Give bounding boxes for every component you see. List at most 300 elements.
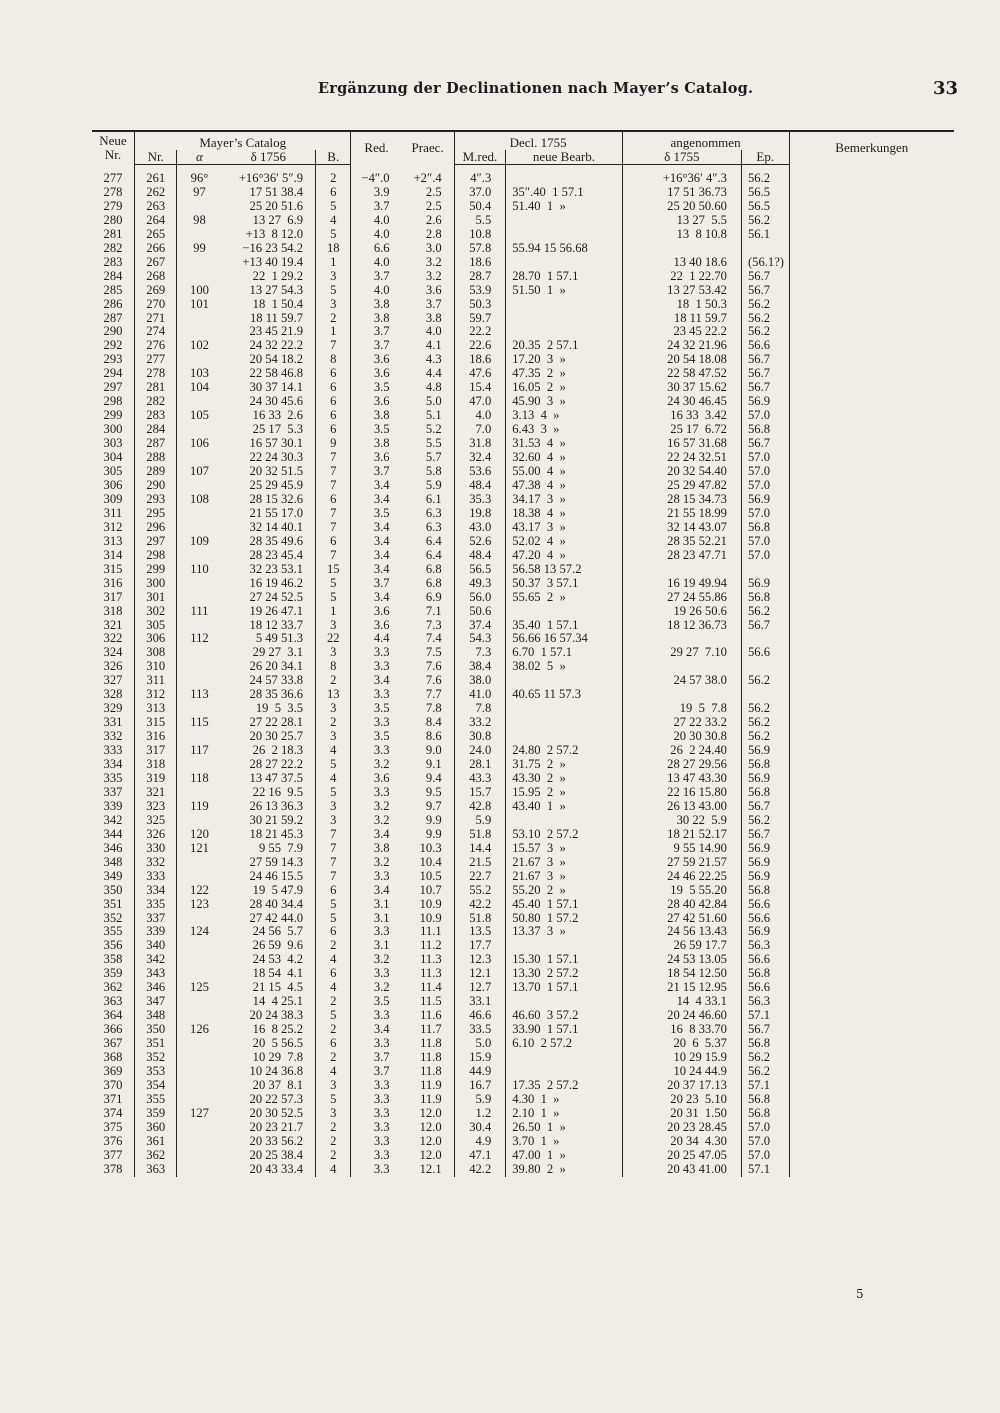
- alpha-cell: 118: [190, 771, 209, 785]
- mayer-nr-cell: 348: [134, 1009, 176, 1023]
- b-cell: 3: [316, 1107, 351, 1121]
- m-red-cell: 18.6: [454, 353, 506, 367]
- b-cell: 7: [316, 549, 351, 563]
- neue-nr-cell: 292: [92, 339, 134, 353]
- alpha-cell: 124: [190, 925, 209, 939]
- mayer-nr-cell: 325: [134, 814, 176, 828]
- declination-1756-cell: 19 5 3.5: [221, 702, 315, 716]
- neue-nr-cell: 294: [92, 367, 134, 381]
- neue-nr-cell: 290: [92, 325, 134, 339]
- ep-cell: 57.0: [741, 549, 789, 563]
- b-cell: 3: [316, 270, 351, 284]
- praec-cell: 11.9: [402, 1093, 455, 1107]
- angenommen-cell: 21 55 18.99: [622, 507, 741, 521]
- neue-nr-cell: 359: [92, 967, 134, 981]
- declination-1756-cell: +13 40 19.4: [221, 256, 315, 270]
- m-red-cell: 15.4: [454, 381, 506, 395]
- alpha-cell: [177, 1051, 222, 1065]
- angenommen-cell: 16 8 33.70: [622, 1023, 741, 1037]
- m-red-cell: 1.2: [454, 1107, 506, 1121]
- mayer-nr-cell: 330: [134, 842, 176, 856]
- praec-cell: 9.9: [402, 828, 455, 842]
- m-red-cell: 28.7: [454, 270, 506, 284]
- neue-bearb-cell: 43.30 2 »: [506, 772, 622, 786]
- col-header-delta-1755: δ 1755: [622, 150, 741, 165]
- ep-cell: [741, 242, 789, 256]
- b-cell: 2: [316, 1023, 351, 1037]
- neue-bearb-cell: 4.30 1 »: [506, 1093, 622, 1107]
- praec-cell: 11.6: [402, 1009, 455, 1023]
- ep-cell: 56.2: [741, 605, 789, 619]
- mayer-nr-cell: 297: [134, 535, 176, 549]
- m-red-cell: 22.7: [454, 870, 506, 884]
- bemerkungen-cell: [789, 507, 954, 521]
- b-cell: 4: [316, 214, 351, 228]
- alpha-cell: 103: [190, 367, 209, 381]
- declination-1756-cell: 20 5 56.5: [221, 1037, 315, 1051]
- declination-1756-cell: 28 27 22.2: [221, 758, 315, 772]
- red-cell: 3.8: [373, 311, 390, 325]
- m-red-cell: 51.8: [454, 912, 506, 926]
- declination-1756-cell: 9 55 7.9: [221, 842, 315, 856]
- mayer-nr-cell: 269: [134, 284, 176, 298]
- m-red-cell: 47.6: [454, 367, 506, 381]
- col-header-alpha: α: [177, 150, 222, 165]
- declination-1756-cell: 22 1 29.2: [221, 270, 315, 284]
- mayer-nr-cell: 323: [134, 800, 176, 814]
- ep-cell: 56.6: [741, 339, 789, 353]
- neue-bearb-cell: 56.58 13 57.2: [506, 563, 622, 577]
- neue-bearb-cell: 34.17 3 »: [506, 493, 622, 507]
- angenommen-cell: 10 29 15.9: [622, 1051, 741, 1065]
- angenommen-cell: 27 22 33.2: [622, 716, 741, 730]
- mayer-nr-cell: 315: [134, 716, 176, 730]
- table-row: [92, 493, 954, 507]
- table-row: [92, 870, 954, 884]
- table-row: [92, 674, 954, 688]
- ep-cell: 56.7: [741, 284, 789, 298]
- mayer-nr-cell: 313: [134, 702, 176, 716]
- bemerkungen-cell: [789, 214, 954, 228]
- red-cell: 3.6: [373, 367, 390, 381]
- neue-nr-cell: 346: [92, 842, 134, 856]
- neue-nr-cell: 355: [92, 925, 134, 939]
- alpha-cell: [177, 200, 222, 214]
- neue-nr-cell: 362: [92, 981, 134, 995]
- m-red-cell: 15.7: [454, 786, 506, 800]
- neue-nr-cell: 331: [92, 716, 134, 730]
- ep-cell: 56.2: [741, 312, 789, 326]
- b-cell: 5: [316, 200, 351, 214]
- m-red-cell: 42.2: [454, 1163, 506, 1177]
- table-row: [92, 842, 954, 856]
- declination-1756-cell: 18 21 45.3: [221, 828, 315, 842]
- bemerkungen-cell: [789, 312, 954, 326]
- neue-nr-cell: 314: [92, 549, 134, 563]
- table-row: [92, 953, 954, 967]
- angenommen-cell: 22 1 22.70: [622, 270, 741, 284]
- alpha-cell: 121: [190, 841, 209, 855]
- neue-nr-cell: 293: [92, 353, 134, 367]
- alpha-cell: 109: [190, 534, 209, 548]
- angenommen-cell: [622, 660, 741, 674]
- table-row: [92, 758, 954, 772]
- mayer-nr-cell: 361: [134, 1135, 176, 1149]
- col-header-delta-1756: δ 1756: [221, 150, 315, 165]
- mayer-nr-cell: 263: [134, 200, 176, 214]
- praec-cell: 11.3: [402, 953, 455, 967]
- mayer-nr-cell: 326: [134, 828, 176, 842]
- neue-nr-cell: 316: [92, 577, 134, 591]
- m-red-cell: 15.9: [454, 1051, 506, 1065]
- m-red-cell: 19.8: [454, 507, 506, 521]
- b-cell: 22: [316, 632, 351, 646]
- bemerkungen-cell: [789, 660, 954, 674]
- m-red-cell: 42.8: [454, 800, 506, 814]
- mayer-nr-cell: 340: [134, 939, 176, 953]
- neue-nr-cell: 312: [92, 521, 134, 535]
- m-red-cell: 48.4: [454, 549, 506, 563]
- red-cell: 3.5: [373, 506, 390, 520]
- alpha-cell: [177, 646, 222, 660]
- mayer-nr-cell: 350: [134, 1023, 176, 1037]
- neue-bearb-cell: 47.35 2 »: [506, 367, 622, 381]
- neue-bearb-cell: 55.20 2 »: [506, 884, 622, 898]
- neue-bearb-cell: 13.37 3 »: [506, 925, 622, 939]
- b-cell: 7: [316, 507, 351, 521]
- neue-bearb-cell: 15.30 1 57.1: [506, 953, 622, 967]
- col-header-nr: Nr.: [134, 150, 176, 165]
- m-red-cell: 31.8: [454, 437, 506, 451]
- b-cell: 2: [316, 1121, 351, 1135]
- ep-cell: 57.0: [741, 507, 789, 521]
- praec-cell: 6.9: [402, 591, 455, 605]
- b-cell: 5: [316, 786, 351, 800]
- red-cell: 3.2: [373, 855, 390, 869]
- neue-nr-cell: 348: [92, 856, 134, 870]
- red-cell: 3.6: [373, 771, 390, 785]
- ep-cell: 56.9: [741, 744, 789, 758]
- neue-bearb-cell: [506, 214, 622, 228]
- b-cell: 7: [316, 828, 351, 842]
- alpha-cell: 100: [190, 283, 209, 297]
- ep-cell: 57.1: [741, 1079, 789, 1093]
- m-red-cell: 4.0: [454, 409, 506, 423]
- table-row: [92, 339, 954, 353]
- neue-bearb-cell: 33.90 1 57.1: [506, 1023, 622, 1037]
- mayer-nr-cell: 310: [134, 660, 176, 674]
- b-cell: 2: [316, 312, 351, 326]
- mayer-nr-cell: 293: [134, 493, 176, 507]
- declination-1756-cell: 20 54 18.2: [221, 353, 315, 367]
- table-row: [92, 577, 954, 591]
- ep-cell: 57.0: [741, 1135, 789, 1149]
- declination-1756-cell: 30 21 59.2: [221, 814, 315, 828]
- angenommen-cell: 30 37 15.62: [622, 381, 741, 395]
- neue-bearb-cell: 56.66 16 57.34: [506, 632, 622, 646]
- angenommen-cell: 20 32 54.40: [622, 465, 741, 479]
- b-cell: 2: [316, 939, 351, 953]
- b-cell: 3: [316, 646, 351, 660]
- angenommen-cell: 22 24 32.51: [622, 451, 741, 465]
- angenommen-cell: 20 43 41.00: [622, 1163, 741, 1177]
- bemerkungen-cell: [789, 256, 954, 270]
- b-cell: 4: [316, 1163, 351, 1177]
- red-cell: 3.2: [373, 981, 390, 995]
- declination-1756-cell: 25 29 45.9: [221, 479, 315, 493]
- red-cell: 3.3: [373, 1078, 390, 1092]
- bemerkungen-cell: [789, 591, 954, 605]
- table-row: [92, 395, 954, 409]
- angenommen-cell: 28 15 34.73: [622, 493, 741, 507]
- alpha-cell: [177, 786, 222, 800]
- table-row: [92, 995, 954, 1009]
- m-red-cell: 7.8: [454, 702, 506, 716]
- red-cell: 3.5: [373, 995, 390, 1009]
- praec-cell: 4.4: [402, 367, 455, 381]
- angenommen-cell: 24 56 13.43: [622, 925, 741, 939]
- neue-bearb-cell: 43.17 3 »: [506, 521, 622, 535]
- table-row: [92, 549, 954, 563]
- m-red-cell: 12.3: [454, 953, 506, 967]
- b-cell: 5: [316, 1009, 351, 1023]
- angenommen-cell: 20 31 1.50: [622, 1107, 741, 1121]
- mayer-nr-cell: 335: [134, 898, 176, 912]
- declination-1756-cell: 18 11 59.7: [221, 312, 315, 326]
- m-red-cell: 59.7: [454, 312, 506, 326]
- angenommen-cell: 13 8 10.8: [622, 228, 741, 242]
- declination-1756-cell: 20 23 21.7: [221, 1121, 315, 1135]
- table-row: [92, 772, 954, 786]
- red-cell: 3.4: [373, 674, 390, 688]
- praec-cell: 10.4: [402, 856, 455, 870]
- angenommen-cell: 19 5 55.20: [622, 884, 741, 898]
- declination-1756-cell: 25 17 5.3: [221, 423, 315, 437]
- praec-cell: 3.0: [402, 242, 455, 256]
- mayer-nr-cell: 343: [134, 967, 176, 981]
- mayer-nr-cell: 351: [134, 1037, 176, 1051]
- angenommen-cell: 28 23 47.71: [622, 549, 741, 563]
- ep-cell: 56.9: [741, 856, 789, 870]
- neue-nr-cell: 304: [92, 451, 134, 465]
- ep-cell: 56.8: [741, 591, 789, 605]
- mayer-nr-cell: 265: [134, 228, 176, 242]
- mayer-nr-cell: 262: [134, 186, 176, 200]
- praec-cell: 7.5: [402, 646, 455, 660]
- m-red-cell: 47.0: [454, 395, 506, 409]
- neue-bearb-cell: [506, 1065, 622, 1079]
- neue-nr-cell: 378: [92, 1163, 134, 1177]
- table-body: [92, 165, 954, 1177]
- bemerkungen-cell: [789, 1051, 954, 1065]
- m-red-cell: 44.9: [454, 1065, 506, 1079]
- m-red-cell: 33.5: [454, 1023, 506, 1037]
- table-row: [92, 619, 954, 633]
- bemerkungen-cell: [789, 549, 954, 563]
- m-red-cell: 43.3: [454, 772, 506, 786]
- mayer-nr-cell: 306: [134, 632, 176, 646]
- ep-cell: 56.2: [741, 674, 789, 688]
- praec-cell: 3.2: [402, 270, 455, 284]
- red-cell: 3.2: [373, 953, 390, 967]
- b-cell: 13: [316, 688, 351, 702]
- neue-bearb-cell: [506, 325, 622, 339]
- neue-nr-cell: 329: [92, 702, 134, 716]
- neue-nr-cell: 277: [92, 165, 134, 186]
- praec-cell: 12.0: [402, 1135, 455, 1149]
- angenommen-cell: 18 12 36.73: [622, 619, 741, 633]
- alpha-cell: [177, 228, 222, 242]
- mayer-nr-cell: 321: [134, 786, 176, 800]
- bemerkungen-cell: [789, 674, 954, 688]
- bemerkungen-cell: [789, 925, 954, 939]
- red-cell: 3.7: [373, 325, 390, 339]
- neue-bearb-cell: 53.10 2 57.2: [506, 828, 622, 842]
- m-red-cell: 32.4: [454, 451, 506, 465]
- bemerkungen-cell: [789, 884, 954, 898]
- alpha-cell: [177, 1135, 222, 1149]
- mayer-nr-cell: 296: [134, 521, 176, 535]
- alpha-cell: [177, 353, 222, 367]
- table-row: [92, 214, 954, 228]
- red-cell: 3.1: [373, 897, 390, 911]
- ep-cell: 56.6: [741, 898, 789, 912]
- ep-cell: 56.9: [741, 870, 789, 884]
- m-red-cell: 10.8: [454, 228, 506, 242]
- table-row: [92, 228, 954, 242]
- m-red-cell: 57.8: [454, 242, 506, 256]
- m-red-cell: 42.2: [454, 898, 506, 912]
- red-cell: 4.0: [373, 255, 390, 269]
- bemerkungen-cell: [789, 786, 954, 800]
- mayer-nr-cell: 267: [134, 256, 176, 270]
- angenommen-cell: 20 23 28.45: [622, 1121, 741, 1135]
- praec-cell: 12.0: [402, 1149, 455, 1163]
- ep-cell: 57.0: [741, 1149, 789, 1163]
- ep-cell: 56.8: [741, 1107, 789, 1121]
- neue-nr-cell: 374: [92, 1107, 134, 1121]
- red-cell: 3.3: [373, 646, 390, 660]
- praec-cell: 6.8: [402, 577, 455, 591]
- praec-cell: 10.9: [402, 898, 455, 912]
- alpha-cell: 98: [193, 213, 206, 227]
- red-cell: 3.7: [373, 269, 390, 283]
- praec-cell: 5.9: [402, 479, 455, 493]
- red-cell: 3.3: [373, 1162, 390, 1176]
- red-cell: 3.4: [373, 534, 390, 548]
- alpha-cell: 120: [190, 827, 209, 841]
- mayer-nr-cell: 305: [134, 619, 176, 633]
- bemerkungen-cell: [789, 632, 954, 646]
- red-cell: 3.8: [373, 297, 390, 311]
- table-row: [92, 298, 954, 312]
- praec-cell: 9.7: [402, 800, 455, 814]
- ep-cell: 56.8: [741, 521, 789, 535]
- declination-1756-cell: +16°36′ 5″.9: [221, 165, 315, 186]
- b-cell: 2: [316, 1149, 351, 1163]
- m-red-cell: 41.0: [454, 688, 506, 702]
- angenommen-cell: 16 19 49.94: [622, 577, 741, 591]
- neue-bearb-cell: [506, 702, 622, 716]
- red-cell: 3.4: [373, 1023, 390, 1037]
- angenommen-cell: 24 53 13.05: [622, 953, 741, 967]
- neue-bearb-cell: [506, 228, 622, 242]
- mayer-nr-cell: 319: [134, 772, 176, 786]
- alpha-cell: [177, 521, 222, 535]
- mayer-nr-cell: 270: [134, 298, 176, 312]
- table-row: [92, 660, 954, 674]
- m-red-cell: 5.0: [454, 1037, 506, 1051]
- b-cell: 5: [316, 1093, 351, 1107]
- neue-bearb-cell: 45.90 3 »: [506, 395, 622, 409]
- declination-1756-cell: 28 40 34.4: [221, 898, 315, 912]
- table-row: [92, 884, 954, 898]
- neue-nr-cell: 328: [92, 688, 134, 702]
- table-row: [92, 200, 954, 214]
- b-cell: 5: [316, 898, 351, 912]
- ep-cell: (56.1?): [741, 256, 789, 270]
- alpha-cell: 105: [190, 409, 209, 423]
- table-row: [92, 912, 954, 926]
- alpha-cell: [177, 660, 222, 674]
- angenommen-cell: 18 1 50.3: [622, 298, 741, 312]
- neue-bearb-cell: 50.37 3 57.1: [506, 577, 622, 591]
- table-row: [92, 535, 954, 549]
- table-row: [92, 898, 954, 912]
- red-cell: 3.7: [373, 1051, 390, 1065]
- m-red-cell: 53.9: [454, 284, 506, 298]
- angenommen-cell: 21 15 12.95: [622, 981, 741, 995]
- declination-1756-cell: 24 57 33.8: [221, 674, 315, 688]
- mayer-nr-cell: 342: [134, 953, 176, 967]
- table-row: [92, 1107, 954, 1121]
- praec-cell: 9.9: [402, 814, 455, 828]
- mayer-nr-cell: 316: [134, 730, 176, 744]
- m-red-cell: 30.4: [454, 1121, 506, 1135]
- m-red-cell: 18.6: [454, 256, 506, 270]
- b-cell: 4: [316, 772, 351, 786]
- mayer-nr-cell: 268: [134, 270, 176, 284]
- bemerkungen-cell: [789, 228, 954, 242]
- ep-cell: 56.3: [741, 995, 789, 1009]
- red-cell: 3.5: [373, 423, 390, 437]
- declination-1756-cell: 24 30 45.6: [221, 395, 315, 409]
- neue-nr-cell: 363: [92, 995, 134, 1009]
- b-cell: 6: [316, 493, 351, 507]
- red-cell: 3.3: [373, 967, 390, 981]
- red-cell: 3.4: [373, 827, 390, 841]
- praec-cell: 12.0: [402, 1107, 455, 1121]
- red-cell: 3.2: [373, 758, 390, 772]
- m-red-cell: 37.0: [454, 186, 506, 200]
- red-cell: 3.6: [373, 353, 390, 367]
- table-row: [92, 1135, 954, 1149]
- red-cell: 3.3: [373, 1092, 390, 1106]
- neue-bearb-cell: 26.50 1 »: [506, 1121, 622, 1135]
- declination-1756-cell: 28 35 49.6: [221, 535, 315, 549]
- declination-1756-cell: 21 55 17.0: [221, 507, 315, 521]
- neue-bearb-cell: 52.02 4 »: [506, 535, 622, 549]
- neue-nr-cell: 313: [92, 535, 134, 549]
- mayer-nr-cell: 346: [134, 981, 176, 995]
- alpha-cell: 115: [190, 716, 209, 730]
- neue-bearb-cell: 21.67 3 »: [506, 856, 622, 870]
- red-cell: 3.8: [373, 841, 390, 855]
- declination-1756-cell: 23 45 21.9: [221, 325, 315, 339]
- neue-nr-cell: 352: [92, 912, 134, 926]
- b-cell: 2: [316, 1051, 351, 1065]
- praec-cell: 6.3: [402, 507, 455, 521]
